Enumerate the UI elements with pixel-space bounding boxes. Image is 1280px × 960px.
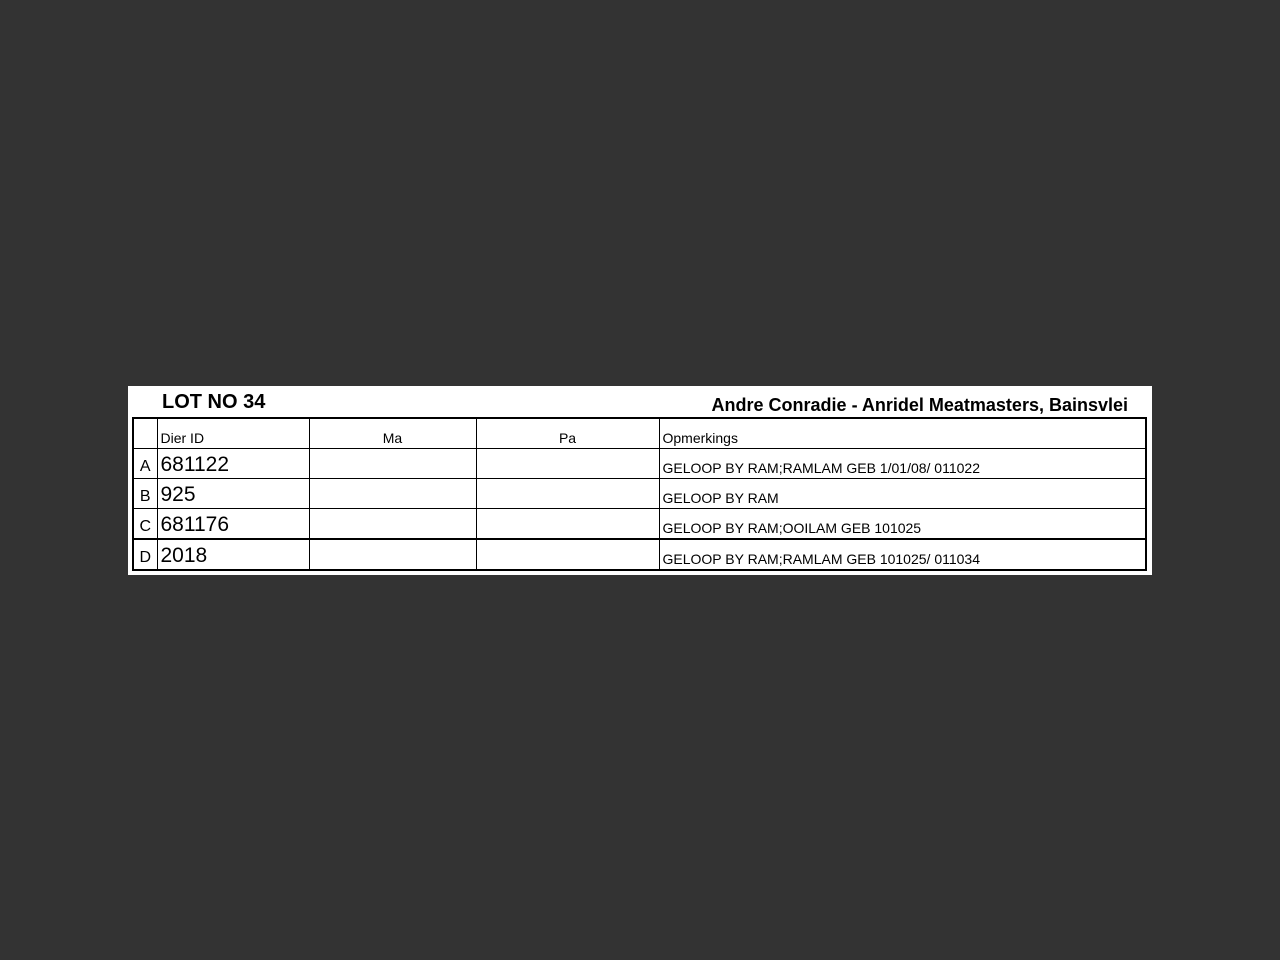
row-pa	[476, 539, 659, 570]
table-row	[133, 539, 1146, 570]
table-header-row	[133, 418, 1146, 449]
row-pa	[476, 449, 659, 479]
header-ma: Ma	[309, 418, 476, 449]
row-ma	[309, 509, 476, 540]
document-page	[128, 386, 1152, 575]
row-letter: C	[133, 509, 157, 540]
row-opmerkings: GELOOP BY RAM;RAMLAM GEB 1/01/08/ 011022	[659, 449, 1146, 479]
owner-name: Andre Conradie - Anridel Meatmasters, Bainsvlei	[711, 395, 1128, 415]
row-dier-id: 681176	[157, 509, 309, 540]
row-dier-id: 681122	[157, 449, 309, 479]
table-row	[133, 509, 1146, 540]
header-opmerkings: Opmerkings	[659, 418, 1146, 449]
table-row	[133, 449, 1146, 479]
row-dier-id: 2018	[157, 539, 309, 570]
row-ma	[309, 539, 476, 570]
lot-title: LOT NO 34	[162, 391, 266, 413]
row-letter: B	[133, 479, 157, 509]
table-row	[133, 479, 1146, 509]
row-opmerkings: GELOOP BY RAM;OOILAM GEB 101025	[659, 509, 1146, 540]
row-opmerkings: GELOOP BY RAM;RAMLAM GEB 101025/ 011034	[659, 539, 1146, 570]
row-opmerkings: GELOOP BY RAM	[659, 479, 1146, 509]
header-letter	[133, 418, 157, 449]
row-ma	[309, 449, 476, 479]
row-ma	[309, 479, 476, 509]
row-dier-id: 925	[157, 479, 309, 509]
header-pa: Pa	[476, 418, 659, 449]
row-letter: D	[133, 539, 157, 570]
row-pa	[476, 479, 659, 509]
lot-table	[132, 417, 1147, 571]
header-dier-id: Dier ID	[157, 418, 309, 449]
row-letter: A	[133, 449, 157, 479]
row-pa	[476, 509, 659, 540]
